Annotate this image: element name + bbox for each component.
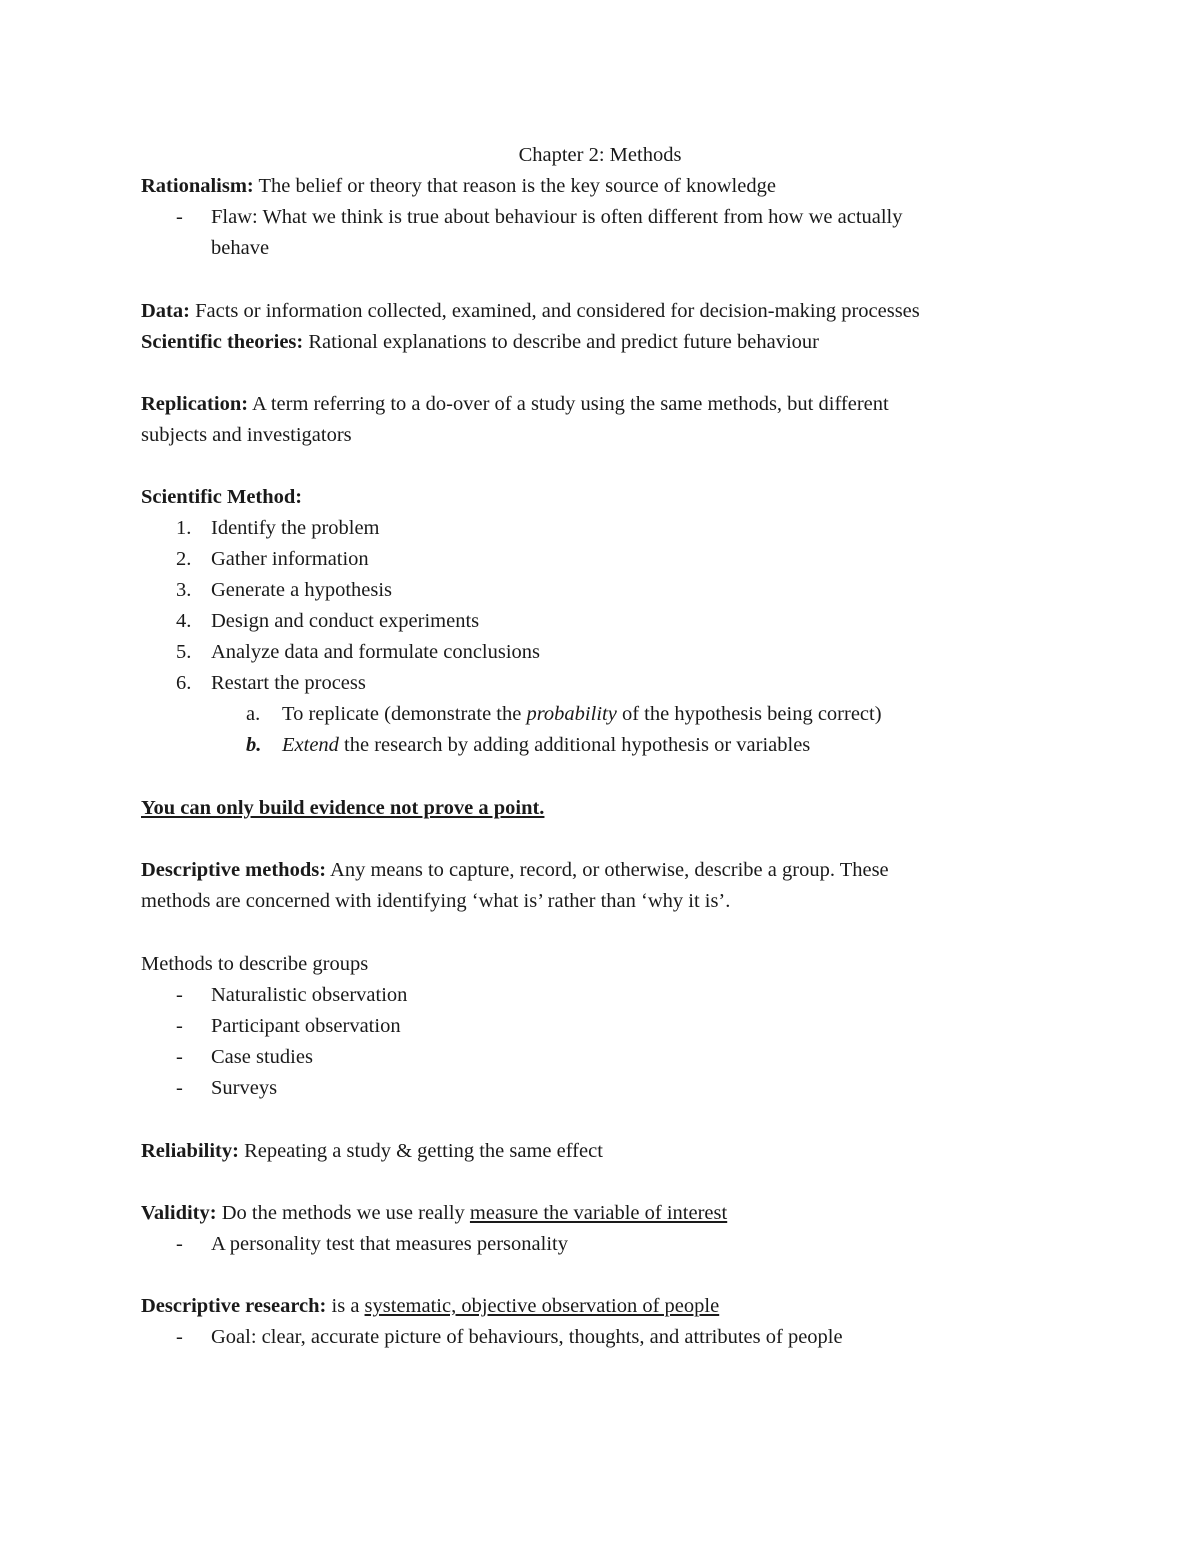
list-item: Case studies: [211, 1046, 313, 1068]
bullet-marker: -: [176, 1046, 183, 1068]
descriptive-methods-definition-cont: methods are concerned with identifying ‘what is’ rather than ‘why it is’.: [141, 890, 731, 912]
rationalism-flaw: Flaw: What we think is true about behaviour is often different from how we actually: [211, 206, 903, 228]
step-number: 3.: [176, 579, 192, 601]
list-item: Naturalistic observation: [211, 984, 408, 1006]
bullet-marker: -: [176, 1326, 183, 1348]
step-text: Design and conduct experiments: [211, 610, 480, 632]
replication-definition: Replication: A term referring to a do-over of a study using the same methods, but different: [141, 393, 889, 415]
step-number: 4.: [176, 610, 192, 632]
evidence-note: You can only build evidence not prove a point.: [141, 797, 545, 819]
methods-groups-heading: Methods to describe groups: [141, 953, 369, 975]
rationalism-definition: Rationalism: The belief or theory that reason is the key source of knowledge: [141, 175, 776, 197]
bullet-marker: -: [176, 206, 183, 228]
validity-definition: Validity: Do the methods we use really measure the variable of interest: [141, 1202, 728, 1224]
validity-example: A personality test that measures personality: [211, 1233, 568, 1255]
reliability-definition: Reliability: Repeating a study & getting the same effect: [141, 1140, 603, 1162]
step-text: Gather information: [211, 548, 369, 570]
replication-definition-cont: subjects and investigators: [141, 424, 352, 446]
page-title: Chapter 2: Methods: [518, 144, 682, 166]
step-number: 6.: [176, 672, 192, 694]
scientific-theories-definition: Scientific theories: Rational explanations to describe and predict future behaviour: [141, 331, 819, 353]
step-text: Analyze data and formulate conclusions: [211, 641, 541, 663]
data-definition: Data: Facts or information collected, examined, and considered for decision-making processes: [141, 300, 920, 322]
bullet-marker: -: [176, 1233, 183, 1255]
substep-replicate: To replicate (demonstrate the probability of the hypothesis being correct): [282, 703, 882, 725]
step-number: 1.: [176, 517, 192, 539]
step-text: Generate a hypothesis: [211, 579, 393, 601]
step-text: Identify the problem: [211, 517, 380, 539]
descriptive-methods-definition: Descriptive methods: Any means to capture, record, or otherwise, describe a group. These: [141, 859, 889, 881]
step-number: 5.: [176, 641, 192, 663]
substep-extend: Extend the research by adding additional hypothesis or variables: [282, 734, 811, 756]
list-item: Surveys: [211, 1077, 278, 1099]
list-item: Participant observation: [211, 1015, 401, 1037]
step-number: 2.: [176, 548, 192, 570]
bullet-marker: -: [176, 1015, 183, 1037]
descriptive-research-definition: Descriptive research: is a systematic, objective observation of people: [141, 1295, 720, 1317]
bullet-marker: -: [176, 1077, 183, 1099]
bullet-marker: -: [176, 984, 183, 1006]
rationalism-flaw-cont: behave: [211, 237, 270, 259]
descriptive-research-goal: Goal: clear, accurate picture of behaviours, thoughts, and attributes of people: [211, 1326, 843, 1348]
substep-letter: b.: [246, 734, 262, 756]
step-text: Restart the process: [211, 672, 366, 694]
scientific-method-heading: Scientific Method:: [141, 486, 303, 508]
substep-letter: a.: [246, 703, 261, 725]
rationalism-term: Rationalism:: [141, 175, 254, 197]
